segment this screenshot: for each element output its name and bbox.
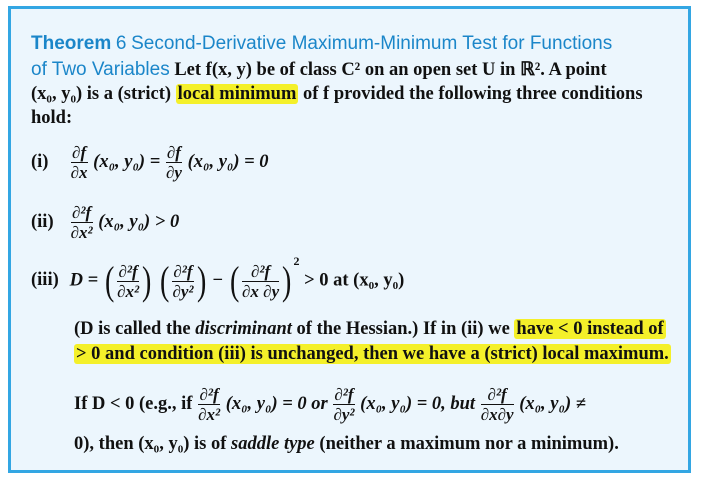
minus-sign: − [212, 270, 224, 291]
theorem-intro: Let f(x, y) be of class C² on an open set U in ℝ². A point [174, 60, 607, 80]
condition-iii [31, 254, 405, 303]
theorem-title-cont: of Two Variables [31, 59, 170, 80]
saddle-mid-1: (x₀, y₀) = 0 or [225, 393, 328, 414]
condition-i [31, 143, 269, 182]
fraction-numerator: ∂²f [72, 203, 92, 222]
fraction-numerator: ∂²f [118, 261, 138, 281]
note-mid: of the Hessian.) If in (ii) we [296, 319, 510, 339]
theorem-line-4 [31, 108, 72, 129]
fraction-numerator: ∂²f [199, 385, 219, 404]
theorem-line-1 [31, 33, 612, 55]
note-line-1 [74, 319, 666, 340]
saddle-mid-2: (x₀, y₀) = 0, but [360, 393, 476, 414]
fraction-numerator: ∂²f [173, 261, 193, 281]
saddle-last-pre: 0), then (x₀, y₀) is of [74, 434, 227, 454]
saddle-line-1 [74, 385, 586, 424]
fraction-numerator: ∂²f [481, 385, 514, 405]
saddle-last-post: (neither a maximum nor a minimum). [319, 434, 619, 454]
paren-open-2: ( [160, 258, 170, 303]
saddle-line-2 [74, 434, 619, 455]
condition-iii-label: (iii) [31, 270, 59, 291]
fraction-denominator: ∂y² [172, 281, 194, 301]
fraction-numerator: ∂f [72, 143, 87, 162]
saddle-type-term: saddle type [231, 434, 315, 454]
saddle-pre: If D < 0 (e.g., if [74, 393, 193, 414]
fraction-denominator: ∂y² [333, 405, 355, 424]
local-minimum-highlight: local minimum [177, 84, 297, 104]
theorem-number: 6 [115, 33, 127, 54]
saddle-fxx-fraction [198, 385, 220, 424]
paren-close-3: ) [282, 258, 292, 303]
fraction-denominator: ∂x² [198, 405, 221, 424]
maximum-highlight-1: have < 0 instead of [516, 319, 664, 339]
discriminant-lhs: D = [69, 270, 99, 291]
condition-i-label: (i) [31, 151, 49, 172]
condition-ii [31, 203, 179, 242]
note-line-2 [74, 344, 671, 365]
intro-pre: (x₀, y₀) is a (strict) [31, 84, 172, 104]
fraction-denominator: ∂x ∂y [242, 281, 280, 301]
theorem-heading-word: Theorem [31, 33, 112, 54]
fxx-fraction [117, 262, 139, 301]
theorem-title: Second-Derivative Maximum-Minimum Test for Functions [131, 33, 613, 54]
paren-open-3: ( [229, 258, 240, 303]
theorem-line-2 [31, 59, 607, 81]
intro-hold: hold: [31, 108, 73, 128]
saddle-fxy-fraction [481, 385, 514, 424]
fraction-numerator: ∂²f [242, 262, 279, 282]
fraction-numerator: ∂²f [334, 385, 354, 404]
fraction-denominator: ∂y [165, 163, 182, 182]
discriminant-term: discriminant [195, 319, 292, 339]
fraction-denominator: ∂x [70, 163, 88, 182]
fraction-numerator: ∂f [166, 143, 181, 162]
fyy-fraction [172, 262, 193, 301]
fraction-denominator: ∂x² [70, 223, 93, 242]
condition-ii-arg: (x₀, y₀) > 0 [98, 211, 180, 232]
saddle-end: (x₀, y₀) ≠ [519, 393, 586, 414]
partial-f-x-fraction [71, 143, 88, 182]
theorem-box [8, 6, 691, 473]
condition-iii-rhs: > 0 at (x₀, y₀) [304, 270, 405, 291]
paren-open-1: ( [104, 258, 115, 303]
note-pre: (D is called the [74, 319, 191, 339]
second-partial-xx-fraction [71, 203, 93, 242]
paren-close-2: ) [196, 258, 206, 303]
condition-i-arg1: (x₀, y₀) = [93, 151, 161, 172]
condition-i-arg2: (x₀, y₀) = 0 [187, 151, 269, 172]
fxy-fraction [242, 262, 279, 301]
maximum-highlight-2: > 0 and condition (iii) is unchanged, then we have a (strict) local maximum. [76, 344, 669, 364]
condition-ii-label: (ii) [31, 211, 54, 232]
partial-f-y-fraction [166, 143, 182, 182]
intro-post: of f provided the following three conditions [303, 84, 643, 104]
paren-close-1: ) [142, 258, 152, 303]
exponent: 2 [293, 254, 300, 269]
theorem-line-3 [31, 84, 643, 105]
saddle-fyy-fraction [333, 385, 354, 424]
fraction-denominator: ∂x² [117, 281, 140, 301]
fraction-denominator: ∂x∂y [480, 405, 514, 424]
